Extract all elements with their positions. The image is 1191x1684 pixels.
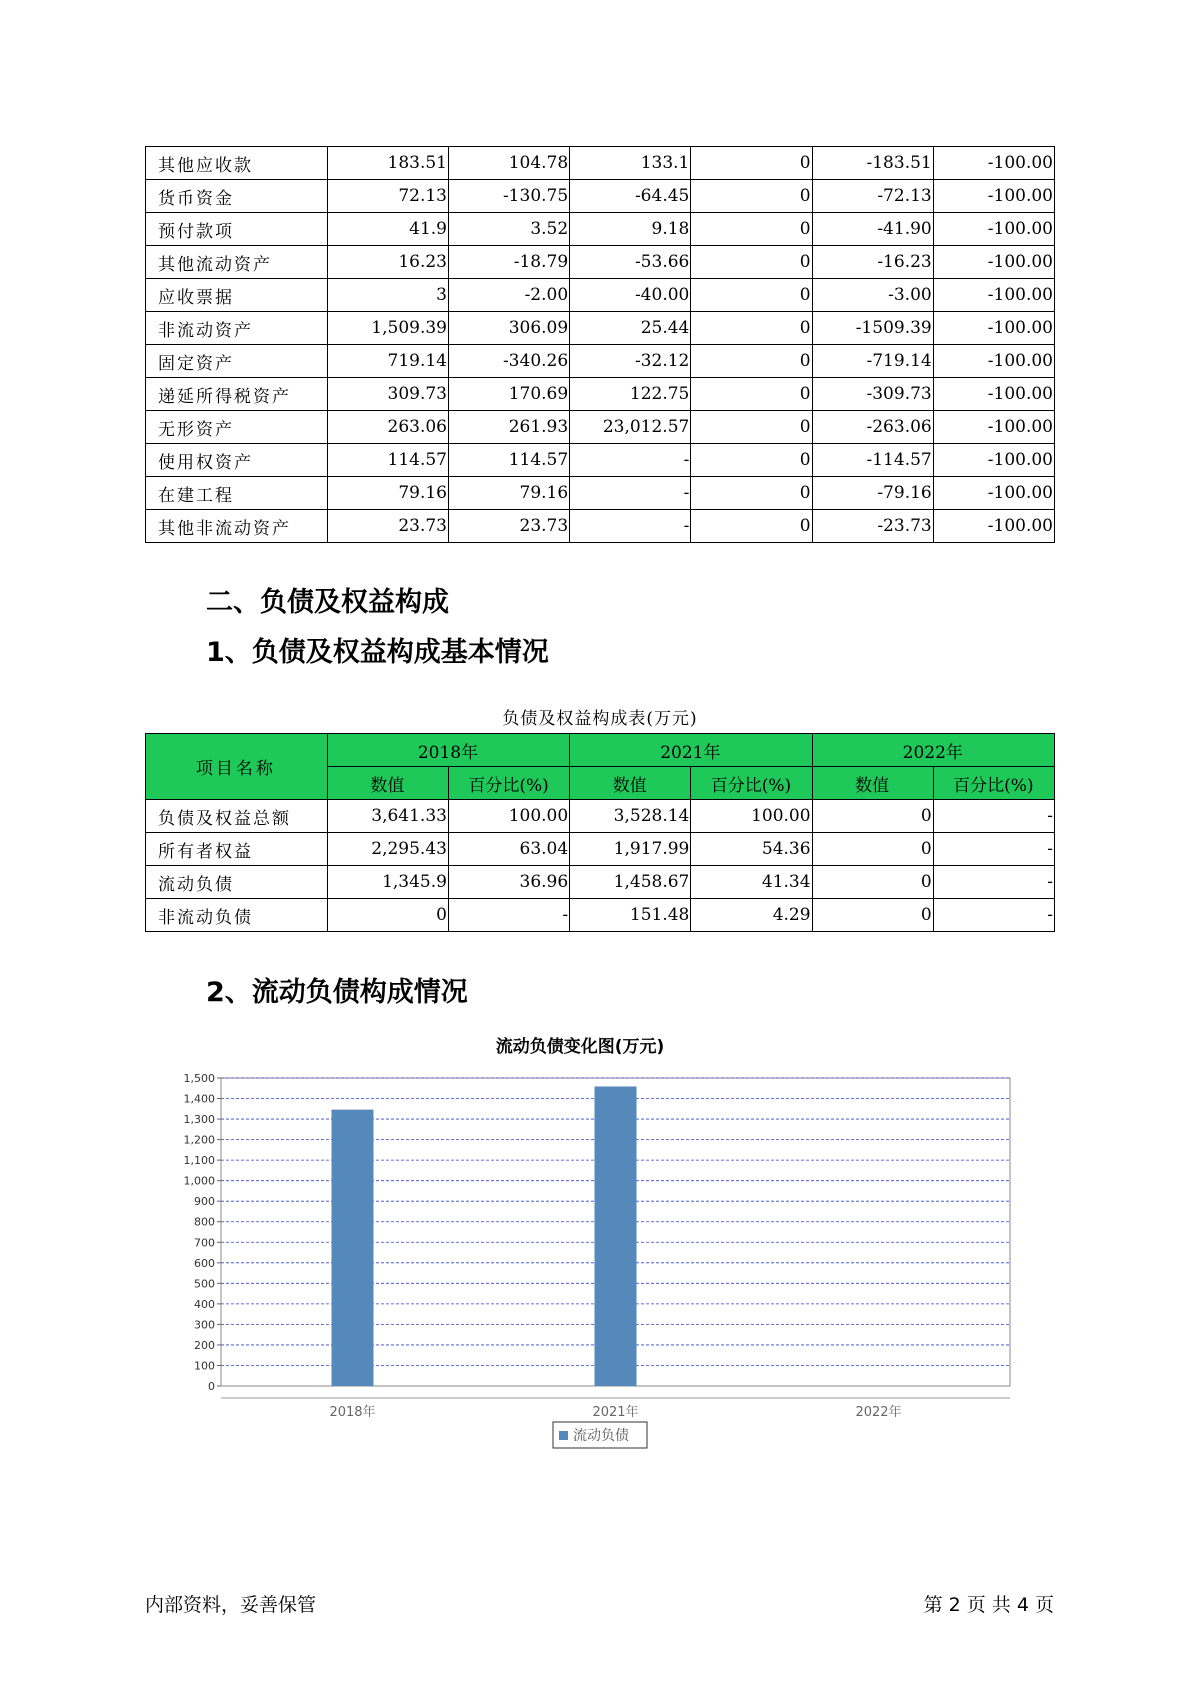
cell-value: 63.04 (448, 833, 569, 866)
cell-value: 183.51 (327, 147, 448, 180)
cell-value: 23.73 (327, 510, 448, 543)
cell-value: 1,509.39 (327, 312, 448, 345)
y-tick-label: 1,200 (183, 1133, 215, 1147)
cell-value: 3 (327, 279, 448, 312)
row-label: 在建工程 (146, 477, 328, 510)
asset-table-row (146, 312, 1055, 345)
cell-value: 25.44 (570, 312, 691, 345)
cell-value: -100.00 (933, 246, 1054, 279)
cell-value: 104.78 (448, 147, 569, 180)
asset-table-row (146, 477, 1055, 510)
header-year-2018: 2018年 (327, 734, 569, 767)
cell-value: 2,295.43 (327, 833, 448, 866)
cell-value: 0 (691, 180, 812, 213)
cell-value: 79.16 (448, 477, 569, 510)
legend-swatch (559, 1431, 568, 1440)
current-liabilities-bar-chart (170, 1030, 1030, 1480)
x-tick-label: 2021年 (592, 1405, 639, 1420)
cell-value: 133.1 (570, 147, 691, 180)
y-tick-label: 1,300 (183, 1113, 215, 1127)
asset-change-table (145, 146, 1055, 543)
y-tick-label: 1,100 (183, 1154, 215, 1168)
y-tick-label: 100 (194, 1359, 215, 1373)
cell-value: 0 (812, 833, 933, 866)
header-percent: 百分比(%) (691, 767, 812, 800)
header-value: 数值 (570, 767, 691, 800)
cell-value: 170.69 (448, 378, 569, 411)
cell-value: 4.29 (691, 899, 812, 932)
asset-table-row (146, 246, 1055, 279)
cell-value: -100.00 (933, 147, 1054, 180)
cell-value: 1,458.67 (570, 866, 691, 899)
liability-equity-table (145, 733, 1055, 932)
cell-value: 100.00 (691, 800, 812, 833)
cell-value: -2.00 (448, 279, 569, 312)
asset-table-row (146, 213, 1055, 246)
bar-2021年 (595, 1086, 637, 1386)
cell-value: 23.73 (448, 510, 569, 543)
footer-page-number: 第 2 页 共 4 页 (923, 1594, 1054, 1616)
chart-title: 流动负债变化图(万元) (495, 1037, 665, 1057)
sub-heading-composition: 1、负债及权益构成基本情况 (206, 637, 549, 668)
cell-value: 0 (691, 444, 812, 477)
asset-table-row (146, 279, 1055, 312)
cell-value: -100.00 (933, 477, 1054, 510)
cell-value: 0 (691, 147, 812, 180)
sub-heading-current-liabilities: 2、流动负债构成情况 (206, 977, 468, 1008)
cell-value: - (933, 899, 1054, 932)
row-label: 固定资产 (146, 345, 328, 378)
y-tick-label: 800 (194, 1215, 215, 1229)
row-label: 其他流动资产 (146, 246, 328, 279)
row-label: 其他应收款 (146, 147, 328, 180)
cell-value: -53.66 (570, 246, 691, 279)
row-label: 使用权资产 (146, 444, 328, 477)
cell-value: - (933, 866, 1054, 899)
liability-table-row (146, 866, 1055, 899)
cell-value: -340.26 (448, 345, 569, 378)
header-value: 数值 (327, 767, 448, 800)
row-label: 非流动负债 (146, 899, 328, 932)
cell-value: - (933, 800, 1054, 833)
header-year-2021: 2021年 (570, 734, 812, 767)
cell-value: 3,528.14 (570, 800, 691, 833)
x-tick-label: 2018年 (329, 1405, 376, 1420)
cell-value: 122.75 (570, 378, 691, 411)
cell-value: -100.00 (933, 180, 1054, 213)
cell-value: -32.12 (570, 345, 691, 378)
row-label: 无形资产 (146, 411, 328, 444)
asset-table-row (146, 411, 1055, 444)
cell-value: 0 (812, 800, 933, 833)
footer-confidential: 内部资料，妥善保管 (145, 1594, 317, 1616)
y-tick-label: 400 (194, 1297, 215, 1311)
asset-table-row (146, 147, 1055, 180)
cell-value: 1,345.9 (327, 866, 448, 899)
row-label: 所有者权益 (146, 833, 328, 866)
cell-value: 261.93 (448, 411, 569, 444)
cell-value: -100.00 (933, 378, 1054, 411)
cell-value: - (448, 899, 569, 932)
cell-value: 0 (691, 378, 812, 411)
cell-value: -72.13 (812, 180, 933, 213)
cell-value: -16.23 (812, 246, 933, 279)
cell-value: 1,917.99 (570, 833, 691, 866)
cell-value: - (933, 833, 1054, 866)
row-label: 流动负债 (146, 866, 328, 899)
cell-value: 0 (691, 411, 812, 444)
cell-value: - (570, 510, 691, 543)
header-percent: 百分比(%) (933, 767, 1054, 800)
bar-2018年 (332, 1110, 374, 1386)
cell-value: -100.00 (933, 213, 1054, 246)
table-caption: 负债及权益构成表(万元) (502, 709, 698, 729)
cell-value: -64.45 (570, 180, 691, 213)
cell-value: -114.57 (812, 444, 933, 477)
y-tick-label: 500 (194, 1277, 215, 1291)
y-tick-label: 1,000 (183, 1174, 215, 1188)
row-label: 预付款项 (146, 213, 328, 246)
row-label: 应收票据 (146, 279, 328, 312)
row-label: 负债及权益总额 (146, 800, 328, 833)
cell-value: - (570, 444, 691, 477)
header-value: 数值 (812, 767, 933, 800)
cell-value: 16.23 (327, 246, 448, 279)
header-item-name: 项目名称 (146, 734, 328, 800)
cell-value: 79.16 (327, 477, 448, 510)
liability-table-row (146, 833, 1055, 866)
cell-value: 100.00 (448, 800, 569, 833)
cell-value: -100.00 (933, 312, 1054, 345)
y-tick-label: 0 (208, 1380, 215, 1393)
cell-value: -100.00 (933, 279, 1054, 312)
cell-value: -41.90 (812, 213, 933, 246)
cell-value: 0 (327, 899, 448, 932)
asset-table-row (146, 345, 1055, 378)
cell-value: 0 (691, 477, 812, 510)
cell-value: 3,641.33 (327, 800, 448, 833)
cell-value: -263.06 (812, 411, 933, 444)
cell-value: 0 (691, 345, 812, 378)
header-percent: 百分比(%) (448, 767, 569, 800)
row-label: 递延所得税资产 (146, 378, 328, 411)
cell-value: 3.52 (448, 213, 569, 246)
cell-value: 151.48 (570, 899, 691, 932)
cell-value: 9.18 (570, 213, 691, 246)
cell-value: -719.14 (812, 345, 933, 378)
cell-value: -18.79 (448, 246, 569, 279)
y-tick-label: 300 (194, 1318, 215, 1332)
cell-value: -130.75 (448, 180, 569, 213)
cell-value: 0 (691, 312, 812, 345)
x-tick-label: 2022年 (855, 1405, 902, 1420)
asset-table-row (146, 510, 1055, 543)
cell-value: 41.34 (691, 866, 812, 899)
cell-value: 72.13 (327, 180, 448, 213)
cell-value: -309.73 (812, 378, 933, 411)
cell-value: -40.00 (570, 279, 691, 312)
cell-value: 719.14 (327, 345, 448, 378)
cell-value: 0 (691, 510, 812, 543)
cell-value: 54.36 (691, 833, 812, 866)
row-label: 非流动资产 (146, 312, 328, 345)
cell-value: 41.9 (327, 213, 448, 246)
cell-value: 0 (812, 899, 933, 932)
cell-value: -100.00 (933, 345, 1054, 378)
cell-value: 114.57 (448, 444, 569, 477)
cell-value: -100.00 (933, 411, 1054, 444)
cell-value: 36.96 (448, 866, 569, 899)
cell-value: -3.00 (812, 279, 933, 312)
asset-table-row (146, 444, 1055, 477)
cell-value: - (570, 477, 691, 510)
row-label: 货币资金 (146, 180, 328, 213)
y-tick-label: 200 (194, 1338, 215, 1352)
cell-value: 309.73 (327, 378, 448, 411)
cell-value: 114.57 (327, 444, 448, 477)
liability-table-row (146, 899, 1055, 932)
header-year-2022: 2022年 (812, 734, 1054, 767)
cell-value: -23.73 (812, 510, 933, 543)
liability-table-row (146, 800, 1055, 833)
cell-value: -79.16 (812, 477, 933, 510)
y-tick-label: 600 (194, 1256, 215, 1270)
cell-value: 0 (691, 279, 812, 312)
cell-value: -183.51 (812, 147, 933, 180)
row-label: 其他非流动资产 (146, 510, 328, 543)
y-tick-label: 900 (194, 1195, 215, 1209)
cell-value: -1509.39 (812, 312, 933, 345)
cell-value: 23,012.57 (570, 411, 691, 444)
legend-label: 流动负债 (573, 1428, 629, 1444)
section-heading: 二、负债及权益构成 (206, 587, 449, 618)
cell-value: -100.00 (933, 510, 1054, 543)
cell-value: 0 (691, 213, 812, 246)
asset-table-row (146, 378, 1055, 411)
cell-value: -100.00 (933, 444, 1054, 477)
y-tick-label: 1,500 (183, 1072, 215, 1085)
cell-value: 306.09 (448, 312, 569, 345)
cell-value: 0 (812, 866, 933, 899)
cell-value: 0 (691, 246, 812, 279)
asset-table-row (146, 180, 1055, 213)
cell-value: 263.06 (327, 411, 448, 444)
y-tick-label: 700 (194, 1236, 215, 1250)
y-tick-label: 1,400 (183, 1092, 215, 1106)
